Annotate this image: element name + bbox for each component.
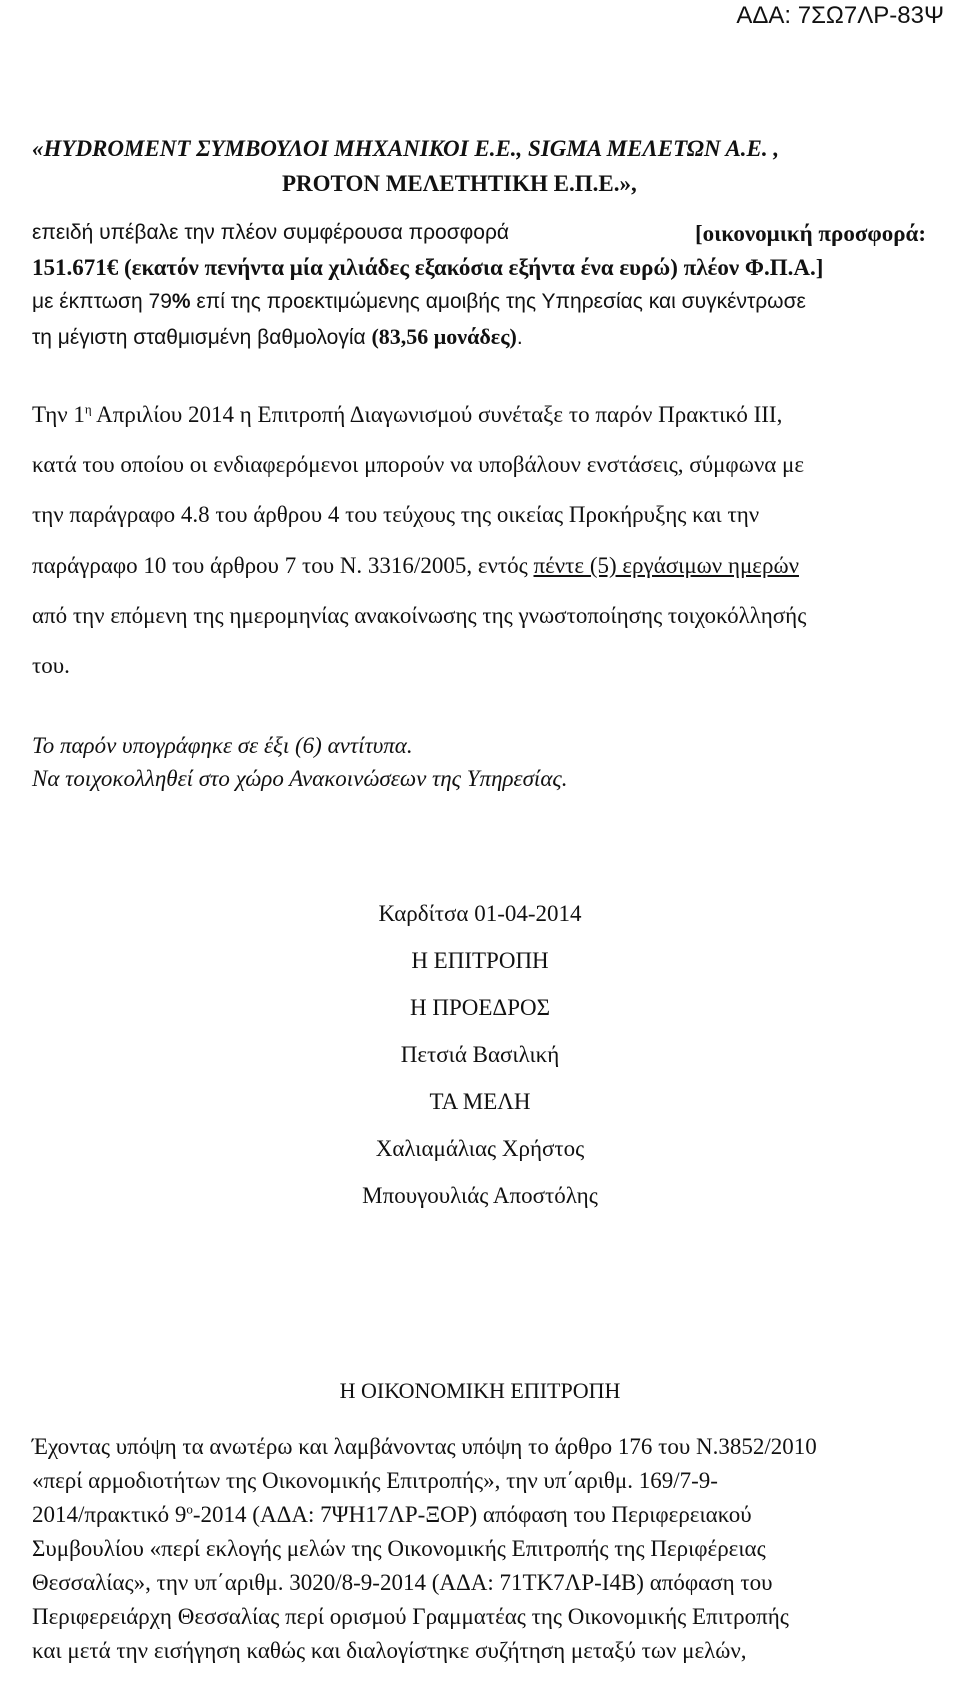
member-2: Μπουγουλιάς Αποστόλης — [362, 1183, 598, 1208]
block1-line-4: 151.671€ (εκατόν πενήντα μία χιλιάδες εξακόσια εξήντα ένα ευρώ) πλέον Φ.Π.Α.] — [32, 255, 824, 280]
econ-line-2: «περί αρμοδιοτήτων της Οικονομικής Επιτροπής», την υπ΄αριθμ. 169/7-9- — [32, 1468, 718, 1493]
block1-offer-label: [οικονομική προσφορά: — [695, 221, 926, 246]
block1-line-5 — [32, 290, 806, 314]
econ-line-3-text: 2014/πρακτικό 9 — [32, 1502, 187, 1527]
score-value: (83,56 μονάδες) — [371, 324, 517, 349]
block2-line-1 — [32, 402, 926, 428]
committee-title: Η ΕΠΙΤΡΟΠΗ — [411, 948, 549, 973]
discount-text: με έκπτωση 79 — [32, 290, 172, 313]
block1-line-3 — [32, 221, 926, 247]
econ-line-6: Περιφερειάρχη Θεσσαλίας περί ορισμού Γραμματέας της Οικονομικής Επιτροπής — [32, 1604, 789, 1629]
block2-line-3: την παράγραφο 4.8 του άρθρου 4 του τεύχους της οικείας Προκήρυξης και την — [32, 502, 760, 527]
ada-header: ΑΔΑ: 7ΣΩ7ΛΡ-83Ψ — [736, 2, 944, 29]
contractor-line-1: «HYDROMENT ΣΥΜΒΟΥΛΟΙ ΜΗΧΑΝΙΚΟΙ Ε.Ε., SIGMA ΜΕΛΕΤΩΝ Α.Ε. , — [32, 136, 780, 161]
copies-note: Το παρόν υπογράφηκε σε έξι (6) αντίτυπα. — [32, 733, 413, 758]
econ-ordinal-sup: ο — [186, 1501, 193, 1517]
contractor-line-2: PROTON ΜΕΛΕΤΗΤΙΚΗ Ε.Π.Ε.», — [282, 171, 637, 196]
members-title: ΤΑ ΜΕΛΗ — [429, 1089, 531, 1114]
econ-line-7: και μετά την εισήγηση καθώς και διαλογίστηκε συζήτηση μεταξύ των μελών, — [32, 1638, 747, 1663]
econ-line-4: Συμβουλίου «περί εκλογής μελών της Οικονομικής Επιτροπής της Περιφέρειας — [32, 1536, 766, 1561]
econ-heading: Η ΟΙΚΟΝΟΜΙΚΗ ΕΠΙΤΡΟΠΗ — [339, 1378, 621, 1403]
block2-line-1-rest: Απριλίου 2014 η Επιτροπή Διαγωνισμού συνέταξε το παρόν Πρακτικό ΙΙΙ, — [91, 402, 783, 427]
ordinal-sup: η — [84, 401, 92, 417]
place-date: Καρδίτσα 01-04-2014 — [378, 901, 582, 926]
econ-line-1: Έχοντας υπόψη τα ανωτέρω και λαμβάνοντας υπόψη το άρθρο 176 του Ν.3852/2010 — [32, 1434, 817, 1459]
block1-line-6 — [32, 324, 523, 350]
econ-line-3-rest: -2014 (ΑΔΑ: 7ΨΗ17ΛΡ-ΞΟΡ) απόφαση του Περιφερειακού — [192, 1502, 752, 1527]
member-1: Χαλιαμάλιας Χρήστος — [375, 1136, 585, 1161]
block2-line-5: από την επόμενη της ημερομηνίας ανακοίνωσης της γνωστοποίησης τοιχοκόλλησής — [32, 603, 807, 628]
president-name: Πετσιά Βασιλική — [400, 1042, 560, 1067]
score-period: . — [516, 326, 523, 349]
block2-line-4 — [32, 553, 799, 579]
score-text: τη μέγιστη σταθμισμένη βαθμολογία — [32, 326, 372, 349]
block1-line-5-rest: επί της προεκτιμώμενης αμοιβής της Υπηρεσίας και συγκέντρωσε — [196, 290, 806, 313]
block1-line-3-text: επειδή υπέβαλε την πλέον συμφέρουσα προσφορά — [32, 221, 510, 244]
deadline-underlined: πέντε (5) εργάσιμων ημερών — [533, 553, 799, 578]
econ-line-3 — [32, 1502, 752, 1528]
date-day: Την 1 — [32, 402, 85, 427]
block2-line-1-text — [32, 402, 782, 428]
block2-line-2: κατά του οποίου οι ενδιαφερόμενοι μπορούν να υποβάλουν ενστάσεις, σύμφωνα με — [32, 452, 805, 477]
econ-line-5: Θεσσαλίας», την υπ΄αριθμ. 3020/8-9-2014 (ΑΔΑ: 71ΤΚ7ΛΡ-Ι4Β) απόφαση του — [32, 1570, 773, 1595]
block2-line-4-text: παράγραφο 10 του άρθρου 7 του Ν. 3316/2005, εντός — [32, 553, 534, 578]
president-title: Η ΠΡΟΕΔΡΟΣ — [410, 995, 550, 1020]
percent-sign: % — [171, 290, 197, 313]
posting-note: Να τοιχοκολληθεί στο χώρο Ανακοινώσεων της Υπηρεσίας. — [32, 766, 568, 791]
block2-line-6: του. — [32, 653, 70, 678]
